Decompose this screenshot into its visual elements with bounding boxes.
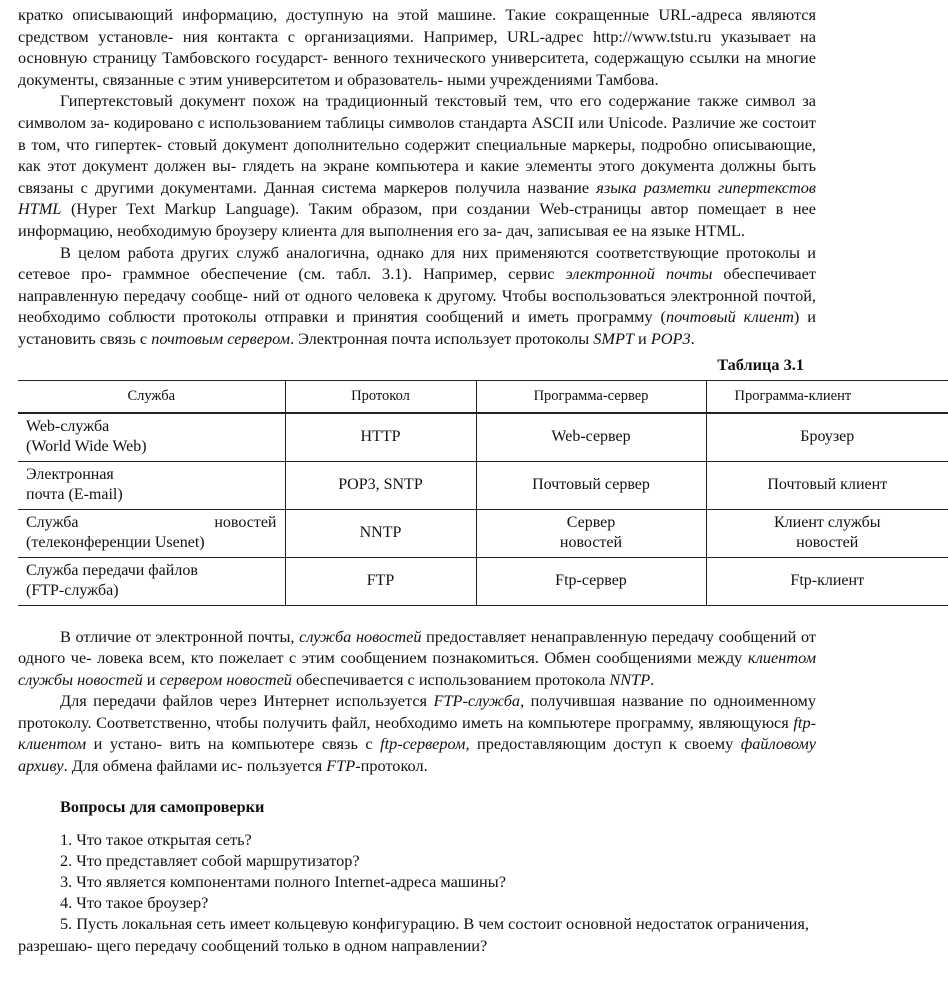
text-run: В целом работа других служб аналогична, однако для них применяются соответствующие протоколы и сетевое про- граммное обеспечение (см. табл. 3.1). Например, сервис (18, 242, 816, 284)
text-run: -протокол. (355, 756, 428, 776)
questions-list (18, 829, 816, 956)
italic-term: почтовый клиент (665, 307, 794, 327)
text-run: и (633, 328, 651, 348)
cell-line: Служба передачи файлов (26, 562, 198, 579)
italic-term: ftp-клиентом (18, 712, 816, 754)
italic-term: POP3 (650, 328, 691, 348)
table-header-row (18, 380, 948, 413)
cell-client: Почтовый клиент (706, 461, 948, 509)
italic-term: NNTP (609, 669, 651, 689)
table-row (18, 557, 948, 605)
italic-term: FTP-служба (433, 691, 521, 711)
text-run: и устано- вить на компьютере связь с (86, 734, 381, 754)
cell-protocol: POP3, SNTP (285, 461, 476, 509)
italic-term: сервером новостей (159, 669, 292, 689)
cell-server (476, 509, 706, 557)
paragraph-ftp (18, 690, 816, 776)
services-table (18, 380, 948, 606)
italic-term: клиентом службы новостей (18, 648, 816, 689)
cell-line (26, 513, 277, 533)
cell-client: Ftp-клиент (706, 557, 948, 605)
text-run: , получившая название по одноименному протоколу. Соответственно, чтобы получить файл, необходимо иметь на компьютере программу, являющуюся (18, 691, 816, 732)
cell-line: (World Wide Web) (26, 438, 147, 455)
paragraph-url: кратко описывающий информацию, доступную на этой машине. Такие сокращенные URL-адреса являются средством установле- ния контакта с организациями. Например, URL-адрес http://www.tstu.ru указывает на основную страницу Тамбовского государст- венного технического университета, содержащую ссылки на многие документы, связанные с этим университетом и образователь- ными учреждениями Тамбова. (18, 5, 816, 89)
cell-line: Сервер (566, 514, 616, 531)
table-row (18, 461, 948, 509)
text-run: . Для обмена файлами ис- пользуется (63, 756, 327, 776)
italic-term: SMPT (593, 328, 634, 348)
italic-term: файловому архиву (18, 734, 817, 776)
cell-protocol: HTTP (285, 413, 476, 462)
italic-term: FTP (326, 756, 356, 776)
text-run: Гипертекстовый документ похож на традиционный текстовый тем, что его содержание также символ за символом за- кодировано с использованием таблицы символов стандарта ASCII или Unicode. Различие же состоит в том, что гипертек- стовый документ дополнительно содержит специальные маркеры, подробно описывающие, как этот документ должен вы- глядеть на экране компьютера и какие элементы этого документа должны быть связаны с другими документами. Данная система маркеров получила название (18, 91, 816, 197)
cell-service (18, 413, 285, 462)
text-run: . (650, 669, 655, 689)
cell-word: Служба (26, 514, 79, 531)
document-page (18, 0, 888, 956)
text-run: обеспечивается с использованием протокола (291, 669, 610, 689)
cell-line: новостей (796, 534, 859, 551)
italic-term: ftp-сервером (380, 734, 466, 754)
question-item: 5. Пусть локальная сеть имеет кольцевую конфигурацию. В чем состоит основной недостаток ограничения, разрешаю- щего передачу сообщений только в одном направлении? (18, 914, 809, 955)
cell-line: почта (E-mail) (26, 486, 123, 503)
italic-term: электронной почты (565, 264, 713, 284)
text-run: , предоставляющим доступ к своему (465, 734, 741, 754)
italic-term: языка разметки гипертекстов HTML (18, 177, 816, 219)
header-client-label: Программа-клиент (734, 388, 852, 404)
table-caption: Таблица 3.1 (717, 354, 804, 374)
text-run: В отличие от электронной почты, (60, 626, 300, 646)
cell-protocol: NNTP (285, 509, 476, 557)
cell-server: Ftp-сервер (476, 557, 706, 605)
cell-line: Клиент службы (774, 514, 881, 531)
text-run: (Hyper Text Markup Language). Таким образом, при создании Web-страницы автор помещает в нее информацию, необходимую броузеру клиента для выполнения его за- дач, записывая ее на языке HTML. (18, 199, 816, 240)
text-run: . Электронная почта использует протоколы (290, 328, 594, 348)
paragraph-hypertext (18, 90, 816, 241)
cell-line: (FTP-служба) (26, 582, 119, 599)
text-run: предоставляет ненаправленную передачу сообщений от одного че- ловека всем, кто пожелает с этим сообщением познакомиться. Обмен сообщениями между (18, 626, 816, 668)
question-item: 1. Что такое открытая сеть? (60, 829, 252, 849)
header-service: Служба (18, 380, 285, 413)
section-heading: Вопросы для самопроверки (60, 796, 265, 816)
header-client (706, 380, 948, 413)
cell-service (18, 509, 285, 557)
cell-service (18, 557, 285, 605)
cell-line: Электронная (26, 466, 114, 483)
cell-word: новостей (214, 514, 277, 531)
header-server: Программа-сервер (476, 380, 706, 413)
cell-line: новостей (559, 534, 623, 551)
text-run: Для передачи файлов через Интернет используется (60, 691, 434, 711)
cell-service (18, 461, 285, 509)
cell-server: Web-сервер (476, 413, 706, 462)
italic-term: почтовым сервером (151, 328, 290, 348)
question-item: 4. Что такое броузер? (60, 893, 209, 913)
text-run: и (142, 669, 160, 689)
header-protocol: Протокол (285, 380, 476, 413)
paragraph-services (18, 242, 816, 350)
text-run: обеспечивает направленную передачу сообще- ний от одного человека к другому. Чтобы воспользоваться электронной почтой, необходимо соблюсти протоколы отправки и принятия сообщений и иметь программу ( (18, 264, 816, 327)
text-run: ) и установить связь с (18, 307, 816, 348)
table-row (18, 413, 948, 462)
cell-client: Броузер (706, 413, 948, 462)
italic-term: служба новостей (299, 626, 422, 646)
cell-protocol: FTP (285, 557, 476, 605)
text-run: . (690, 328, 695, 348)
cell-server: Почтовый сервер (476, 461, 706, 509)
question-item: 2. Что представляет собой маршрутизатор? (60, 850, 360, 870)
cell-client (706, 509, 948, 557)
question-item: 3. Что является компонентами полного Internet-адреса машины? (60, 872, 506, 892)
cell-line: Web-служба (26, 418, 110, 435)
cell-line: (телеконференции Usenet) (26, 534, 205, 551)
paragraph-news (18, 626, 816, 691)
services-table-wrapper (18, 380, 888, 608)
table-row (18, 509, 948, 557)
